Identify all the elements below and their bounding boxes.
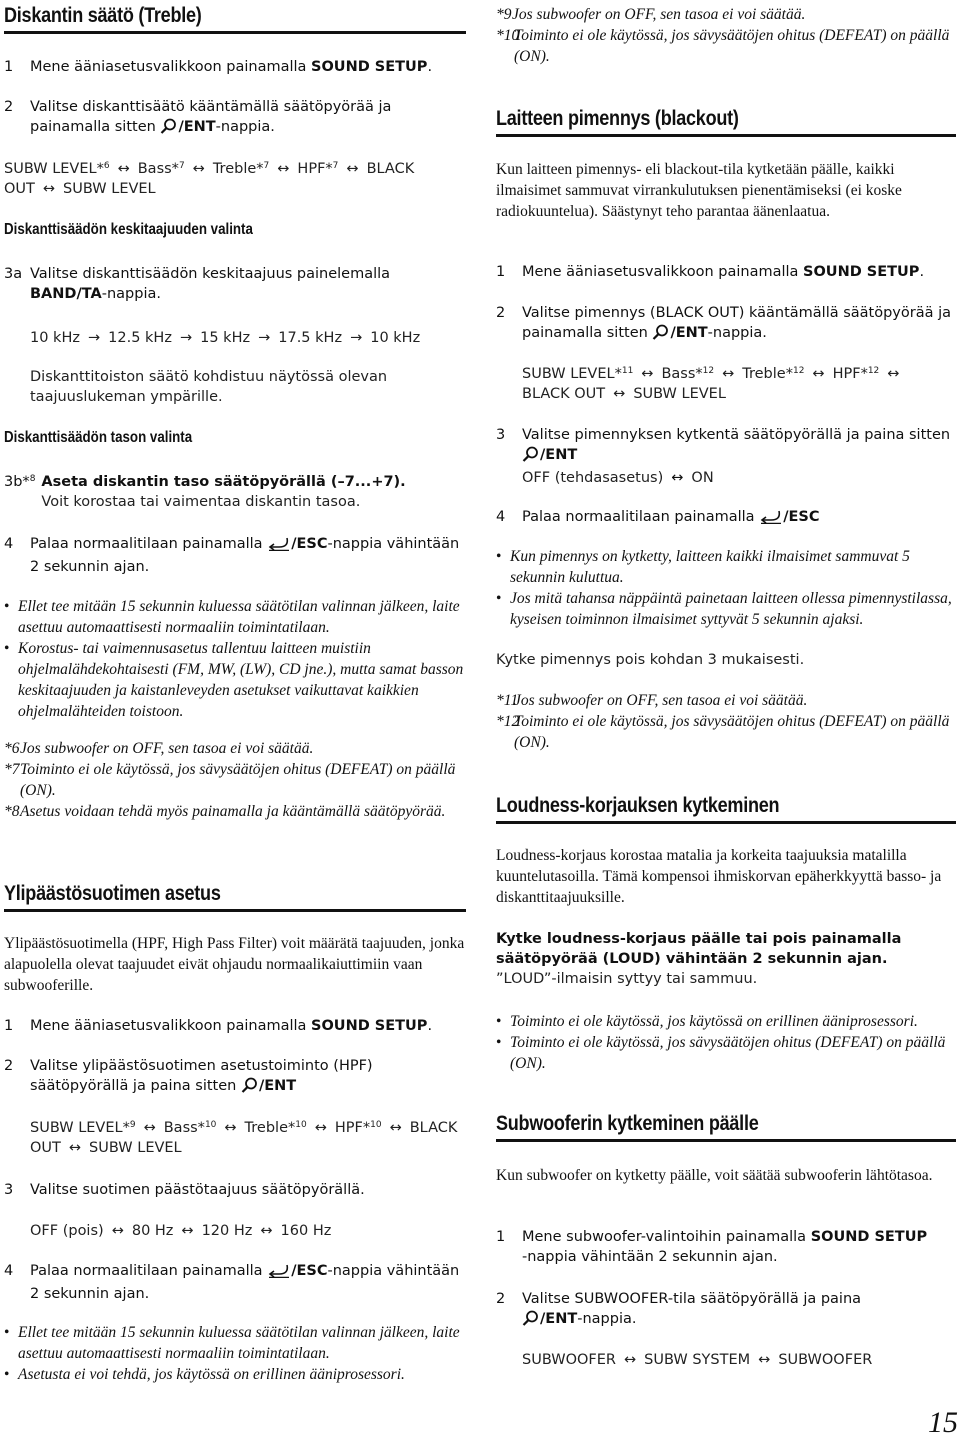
- footnote-11: *11 Jos subwoofer on OFF, sen tasoa ei voi säätää.: [496, 692, 808, 709]
- blackout-intro: Kun laitteen pimennys- eli blackout-tila kytketään päälle, kaikki ilmaisimet sammuvat virrankulutuksen pienentämiseksi (ei koske radiokuuntelua). Säästynyt teho parantaa äänenlaatua.: [496, 161, 902, 220]
- footnotes-11-12: [496, 690, 956, 753]
- blackout-step-3: 3 Valitse pimennyksen kytkentä säätöpyörällä ja paina sitten /ENT OFF (tehdasasetus) ↔ ON: [496, 427, 951, 486]
- bidirectional-arrow-icon: ↔: [613, 386, 626, 402]
- section-title: Loudness-korjauksen kytkeminen: [496, 794, 780, 817]
- bidirectional-arrow-icon: ↔: [117, 161, 130, 177]
- hpf-step-3: 3 Valitse suotimen päästötaajuus säätöpyörällä.: [4, 1182, 365, 1198]
- bidirectional-arrow-icon: ↔: [758, 1352, 771, 1368]
- list-item: • Kun pimennys on kytketty, laitteen kaikki ilmaisimet sammuvat 5 sekunnin kuluttua.: [496, 548, 910, 586]
- bidirectional-arrow-icon: ↔: [143, 1120, 156, 1136]
- treble-notes: [4, 596, 466, 722]
- return-arrow-icon: [267, 535, 291, 557]
- hpf-step-4: 4 Palaa normaalitilaan painamalla /ESC-nappia vähintään 2 sekunnin ajan.: [4, 1263, 460, 1302]
- list-item: • Korostus- tai vaimennusasetus tallentuu laitteen muistiin ohjelmalähdekohtaisesti (FM, MW, (LW), CD jne.), mutta samat basson keskitaajuuden ja kaistanleveyden asetukset vaikuttavat kaikkien ohjelmalähteiden toistoon.: [4, 640, 464, 720]
- bidirectional-arrow-icon: ↔: [346, 161, 359, 177]
- bidirectional-arrow-icon: ↔: [260, 1223, 273, 1239]
- footnote-8: *8 Asetus voidaan tehdä myös painamalla ja kääntämällä säätöpyörää.: [4, 803, 446, 820]
- subwoofer-intro: Kun subwoofer on kytketty päälle, voit säätää subwooferin lähtötasoa.: [496, 1167, 933, 1184]
- right-arrow-icon: →: [350, 330, 363, 346]
- list-item: • Jos mitä tahansa näppäintä painetaan laitteen ollessa pimennystilassa, kyseisen toiminnon ilmaisimet syttyvät 5 sekunnin ajaksi.: [496, 590, 952, 628]
- bidirectional-arrow-icon: ↔: [722, 366, 735, 382]
- footnote-6: *6 Jos subwoofer on OFF, sen tasoa ei voi säätää.: [4, 740, 314, 757]
- right-arrow-icon: →: [179, 330, 193, 346]
- list-item: • Asetusta ei voi tehdä, jos käytössä on erillinen ääniprosessori.: [4, 1366, 405, 1383]
- bidirectional-arrow-icon: ↔: [111, 1223, 124, 1239]
- footnote-10: *10 Toiminto ei ole käytössä, jos sävysäätöjen ohitus (DEFEAT) on päällä (ON).: [496, 27, 950, 65]
- subwoofer-step-1: 1 Mene subwoofer-valintoihin painamalla SOUND SETUP -nappia vähintään 2 sekunnin ajan.: [496, 1229, 928, 1265]
- bidirectional-arrow-icon: ↔: [314, 1120, 327, 1136]
- blackout-step-1: 1 Mene ääniasetusvalikkoon painamalla SOUND SETUP.: [496, 264, 925, 280]
- treble-step-2: 2 Valitse diskanttisäätö kääntämällä säätöpyörää ja painamalla sitten /ENT-nappia.: [4, 97, 466, 140]
- treble-step-1: 1 Mene ääniasetusvalikkoon painamalla SOUND SETUP.: [4, 59, 433, 75]
- footnote-12: *12 Toiminto ei ole käytössä, jos sävysäätöjen ohitus (DEFEAT) on päällä (ON).: [496, 713, 950, 751]
- bidirectional-arrow-icon: ↔: [277, 161, 290, 177]
- bidirectional-arrow-icon: ↔: [671, 470, 684, 486]
- subheading-level: Diskanttisäädön tason valinta: [4, 429, 193, 446]
- section-title: Diskantin säätö (Treble): [4, 4, 202, 27]
- hpf-intro: Ylipäästösuotimella (HPF, High Pass Filter) voit määrätä taajuuden, jonka alapuolella olevat taajuudet eivät ohjaudu normaalikaiuttimiin vaan subwooferille.: [4, 935, 465, 994]
- section-title: Ylipäästösuotimen asetus: [4, 882, 221, 905]
- hpf-step-2: 2 Valitse ylipäästösuotimen asetustoiminto (HPF) säätöpyörällä ja paina sitten /ENT: [4, 1056, 466, 1099]
- search-icon: [652, 324, 670, 346]
- blackout-sequence: SUBW LEVEL*$^{11}$ ↔ Bass*$^{12}$ ↔ Treble*$^{12}$ ↔ HPF*$^{12}$ ↔ BLACK OUT ↔ SUBW LEVEL: [522, 366, 900, 402]
- footnotes-9-10: [496, 4, 956, 67]
- loudness-intro: Loudness-korjaus korostaa matalia ja korkeita taajuuksia matalilla kuuntelutasoilla. Tämä kompensoi ihmiskorvan epäherkkyyttä basso- ja diskanttitaajuuksille.: [496, 847, 942, 906]
- return-arrow-icon: [759, 508, 783, 530]
- bidirectional-arrow-icon: ↔: [192, 161, 205, 177]
- list-item: • Toiminto ei ole käytössä, jos sävysäätöjen ohitus (DEFEAT) on päällä (ON).: [496, 1034, 946, 1072]
- treble-step-4: 4 Palaa normaalitilaan painamalla /ESC-nappia vähintään 2 sekunnin ajan.: [4, 536, 460, 575]
- section-subwoofer-heading: [496, 1112, 956, 1142]
- treble-step-3b: 3b*$^8$ Aseta diskantin taso säätöpyörällä (–7...+7). Voit korostaa tai vaimentaa diskantin tasoa.: [4, 474, 406, 510]
- section-treble-heading: [4, 4, 466, 34]
- section-blackout-heading: [496, 107, 956, 137]
- footnotes-6-8: [4, 738, 466, 822]
- blackout-step-4: 4 Palaa normaalitilaan painamalla /ESC: [496, 507, 956, 530]
- loudness-step: Kytke loudness-korjaus päälle tai pois painamalla säätöpyörää (LOUD) vähintään 2 sekunnin ajan. ”LOUD”-ilmaisin syttyy tai sammuu.: [496, 931, 902, 987]
- return-arrow-icon: [267, 1262, 291, 1284]
- loudness-notes: [496, 1011, 956, 1074]
- search-icon: [160, 118, 178, 140]
- bidirectional-arrow-icon: ↔: [389, 1120, 402, 1136]
- subwoofer-sequence: SUBWOOFER ↔ SUBW SYSTEM ↔ SUBWOOFER: [522, 1352, 873, 1368]
- footnote-7: *7 Toiminto ei ole käytössä, jos sävysäätöjen ohitus (DEFEAT) on päällä (ON).: [4, 761, 456, 799]
- search-icon: [522, 1310, 540, 1332]
- treble-step-3a: 3a Valitse diskanttisäädön keskitaajuus painelemalla BAND/TA-nappia.: [4, 266, 391, 302]
- frequency-note: Diskanttitoiston säätö kohdistuu näytössä olevan taajuuslukeman ympärille.: [30, 369, 388, 405]
- bidirectional-arrow-icon: ↔: [812, 366, 825, 382]
- bidirectional-arrow-icon: ↔: [887, 366, 900, 382]
- bidirectional-arrow-icon: ↔: [181, 1223, 194, 1239]
- subwoofer-step-2: 2 Valitse SUBWOOFER-tila säätöpyörällä ja paina /ENT-nappia.: [496, 1289, 956, 1332]
- list-item: • Ellet tee mitään 15 sekunnin kuluessa säätötilan valinnan jälkeen, laite asettuu automaattisesti normaaliin toimintatilaan.: [4, 598, 460, 636]
- blackout-cancel-note: Kytke pimennys pois kohdan 3 mukaisesti.: [496, 652, 805, 668]
- footnote-9: *9 Jos subwoofer on OFF, sen tasoa ei voi säätää.: [496, 6, 806, 23]
- bidirectional-arrow-icon: ↔: [624, 1352, 637, 1368]
- page-number: 15: [928, 1406, 958, 1439]
- section-loudness-heading: [496, 794, 956, 824]
- blackout-notes: [496, 546, 956, 630]
- section-hpf-heading: [4, 882, 466, 912]
- section-title: Laitteen pimennys (blackout): [496, 107, 739, 130]
- bidirectional-arrow-icon: ↔: [641, 366, 654, 382]
- hpf-frequency-sequence: OFF (pois) ↔ 80 Hz ↔ 120 Hz ↔ 160 Hz: [30, 1223, 332, 1239]
- bidirectional-arrow-icon: ↔: [42, 181, 56, 197]
- blackout-step-2: 2 Valitse pimennys (BLACK OUT) kääntämällä säätöpyörää ja painamalla sitten /ENT-nappia.: [496, 303, 956, 346]
- bidirectional-arrow-icon: ↔: [224, 1120, 237, 1136]
- search-icon: [241, 1077, 259, 1099]
- hpf-sequence: SUBW LEVEL*$^9$ ↔ Bass*$^{10}$ ↔ Treble*$^{10}$ ↔ HPF*$^{10}$ ↔ BLACK OUT ↔ SUBW LEVEL: [30, 1120, 458, 1156]
- list-item: • Toiminto ei ole käytössä, jos käytössä on erillinen ääniprosessori.: [496, 1013, 918, 1030]
- frequency-sequence: 10 kHz → 12.5 kHz → 15 kHz → 17.5 kHz → 10 kHz: [30, 330, 421, 346]
- bidirectional-arrow-icon: ↔: [68, 1140, 82, 1156]
- right-arrow-icon: →: [258, 330, 271, 346]
- search-icon: [522, 446, 540, 468]
- subheading-center-frequency: Diskanttisäädön keskitaajuuden valinta: [4, 221, 253, 238]
- hpf-notes: [4, 1322, 466, 1385]
- right-arrow-icon: →: [87, 330, 101, 346]
- treble-sequence: SUBW LEVEL*$^6$ ↔ Bass*$^7$ ↔ Treble*$^7$ ↔ HPF*$^7$ ↔ BLACK OUT ↔ SUBW LEVEL: [4, 161, 415, 197]
- section-title: Subwooferin kytkeminen päälle: [496, 1112, 759, 1135]
- list-item: • Ellet tee mitään 15 sekunnin kuluessa säätötilan valinnan jälkeen, laite asettuu automaattisesti normaaliin toimintatilaan.: [4, 1324, 460, 1362]
- hpf-step-1: 1 Mene ääniasetusvalikkoon painamalla SOUND SETUP.: [4, 1018, 433, 1034]
